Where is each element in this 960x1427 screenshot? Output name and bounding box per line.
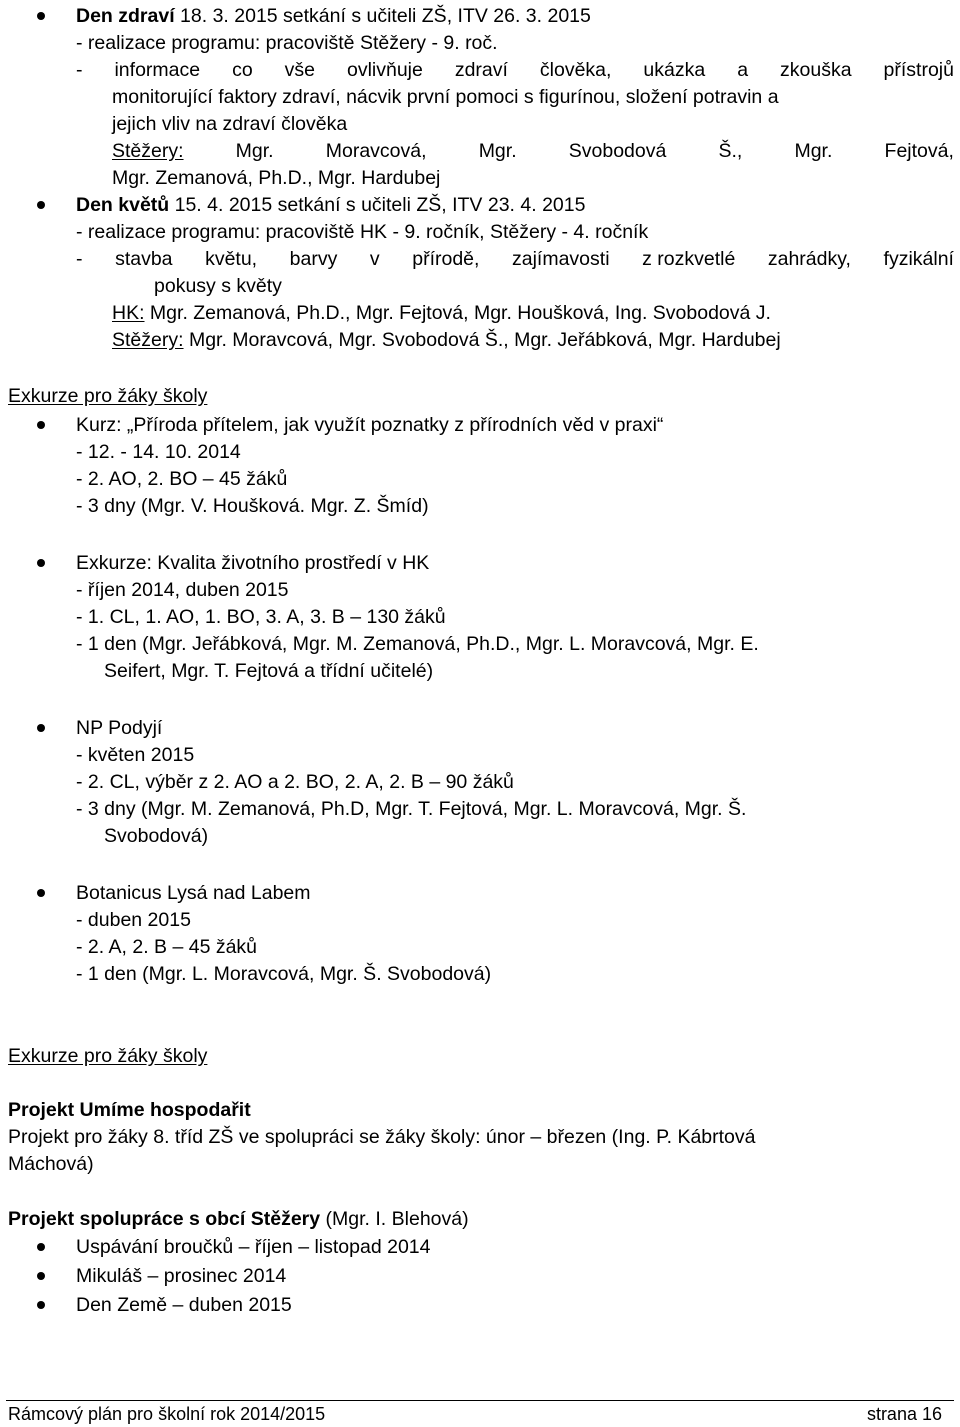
staff-word: Mgr.	[235, 140, 274, 162]
event-title: Den zdraví	[76, 5, 175, 27]
hk-staff-line	[112, 300, 771, 326]
bullet	[37, 559, 45, 567]
stezery-label: Stěžery:	[112, 329, 184, 351]
info-word: a	[737, 59, 749, 81]
info-word: vše	[284, 59, 315, 81]
event-date: 15. 4. 2015 setkání s učiteli ZŠ, ITV 23. 4. 2015	[169, 194, 586, 216]
stavba-word: stavba	[115, 248, 173, 270]
np-title: NP Podyjí	[76, 717, 163, 739]
project-title	[8, 1097, 251, 1123]
info-word: -	[76, 59, 83, 81]
bullet	[37, 1301, 45, 1309]
project-title-text: Projekt spolupráce s obcí Stěžery	[8, 1208, 321, 1230]
exkurze-line: - 1. CL, 1. AO, 1. BO, 3. A, 3. B – 130 žáků	[76, 606, 446, 628]
page-number: strana 16	[866, 1404, 942, 1424]
bullet	[37, 12, 45, 20]
stavba-word: -	[76, 248, 83, 270]
section-heading: Exkurze pro žáky školy	[8, 1045, 208, 1067]
staff-line-2: Mgr. Zemanová, Ph.D., Mgr. Hardubej	[112, 167, 441, 189]
hk-staff: Mgr. Zemanová, Ph.D., Mgr. Fejtová, Mgr. Houšková, Ing. Svobodová J.	[144, 302, 771, 324]
botanicus-line: - 2. A, 2. B – 45 žáků	[76, 936, 258, 958]
info-word: ovlivňuje	[346, 59, 423, 81]
botanicus-title: Botanicus Lysá nad Labem	[76, 882, 311, 904]
exkurze-line: - říjen 2014, duben 2015	[76, 579, 289, 601]
project-desc-2: Máchová)	[8, 1153, 94, 1175]
kurz-line: - 2. AO, 2. BO – 45 žáků	[76, 468, 288, 490]
info-word: ukázka	[643, 59, 706, 81]
project-item: Uspávání broučků – říjen – listopad 2014	[76, 1236, 431, 1258]
hk-label: HK:	[112, 302, 145, 324]
realizace-line: - realizace programu: pracoviště Stěžery - 9. roč.	[76, 32, 498, 54]
bullet	[37, 889, 45, 897]
stezery-label: Stěžery:	[112, 140, 184, 162]
exkurze-title: Exkurze: Kvalita životního prostředí v HK	[76, 552, 430, 574]
stavba-word: zajímavosti	[512, 248, 610, 270]
footer-title: Rámcový plán pro školní rok 2014/2015	[8, 1404, 326, 1424]
info-word: člověka,	[539, 59, 612, 81]
exkurze-line: - 1 den (Mgr. Jeřábková, Mgr. M. Zemanová, Ph.D., Mgr. L. Moravcová, Mgr. E.	[76, 633, 759, 655]
bullet	[37, 1243, 45, 1251]
botanicus-line: - duben 2015	[76, 909, 191, 931]
info-line-2: monitorující faktory zdraví, nácvik první pomoci s figurínou, složení potravin a	[112, 86, 779, 108]
stavba-word: barvy	[289, 248, 338, 270]
stavba-line	[76, 246, 954, 272]
staff-word: Moravcová,	[325, 140, 427, 162]
event-title: Den květů	[76, 194, 170, 216]
info-word: zkouška	[780, 59, 852, 81]
staff-word: Š.,	[718, 140, 743, 162]
bullet	[37, 1272, 45, 1280]
staff-word: Mgr.	[478, 140, 517, 162]
np-line: - květen 2015	[76, 744, 195, 766]
project-desc: Projekt pro žáky 8. tříd ZŠ ve spolupráci se žáky školy: únor – březen (Ing. P. Kábrtová	[8, 1126, 756, 1148]
stavba-word: zahrádky,	[767, 248, 851, 270]
event-den-zdravi	[76, 3, 591, 29]
kurz-line: - 3 dny (Mgr. V. Houšková. Mgr. Z. Šmíd)	[76, 495, 429, 517]
np-line: - 2. CL, výběr z 2. AO a 2. BO, 2. A, 2. B – 90 žáků	[76, 771, 514, 793]
info-word: co	[232, 59, 253, 81]
stavba-word: květu,	[205, 248, 258, 270]
stavba-word: přírodě,	[412, 248, 480, 270]
exkurze-line-cont: Seifert, Mgr. T. Fejtová a třídní učitelé)	[104, 660, 434, 682]
project-item: Den Země – duben 2015	[76, 1294, 292, 1316]
staff-word: Svobodová	[568, 140, 667, 162]
bullet	[37, 421, 45, 429]
bullet	[37, 201, 45, 209]
event-date: 18. 3. 2015 setkání s učiteli ZŠ, ITV 26. 3. 2015	[174, 5, 591, 27]
staff-word: Fejtová,	[884, 140, 954, 162]
staff-line	[112, 138, 954, 164]
stavba-line-2: pokusy s květy	[154, 275, 282, 297]
stavba-word: z rozkvetlé	[642, 248, 736, 270]
project-title	[8, 1206, 469, 1232]
project-item: Mikuláš – prosinec 2014	[76, 1265, 287, 1287]
stavba-word: v	[369, 248, 380, 270]
info-line-3: jejich vliv na zdraví člověka	[112, 113, 348, 135]
project-title-text: Projekt Umíme hospodařit	[8, 1099, 251, 1121]
info-line	[76, 57, 954, 83]
np-line-cont: Svobodová)	[104, 825, 209, 847]
staff-word: Mgr.	[794, 140, 833, 162]
bullet	[37, 724, 45, 732]
stezery-staff: Mgr. Moravcová, Mgr. Svobodová Š., Mgr. Jeřábková, Mgr. Hardubej	[183, 329, 781, 351]
info-word: informace	[114, 59, 201, 81]
realizace-line: - realizace programu: pracoviště HK - 9. ročník, Stěžery - 4. ročník	[76, 221, 649, 243]
botanicus-line: - 1 den (Mgr. L. Moravcová, Mgr. Š. Svobodová)	[76, 963, 492, 985]
info-word: zdraví	[454, 59, 508, 81]
kurz-line: - 12. - 14. 10. 2014	[76, 441, 241, 463]
project-author: (Mgr. I. Blehová)	[320, 1208, 469, 1230]
np-line: - 3 dny (Mgr. M. Zemanová, Ph.D, Mgr. T. Fejtová, Mgr. L. Moravcová, Mgr. Š.	[76, 798, 747, 820]
stezery-staff-line	[112, 327, 781, 353]
stavba-word: fyzikální	[883, 248, 954, 270]
kurz-title: Kurz: „Příroda přítelem, jak využít poznatky z přírodních věd v praxi“	[76, 414, 664, 436]
info-word: přístrojů	[883, 59, 954, 81]
event-den-kvetu	[76, 192, 585, 218]
section-heading: Exkurze pro žáky školy	[8, 385, 208, 407]
